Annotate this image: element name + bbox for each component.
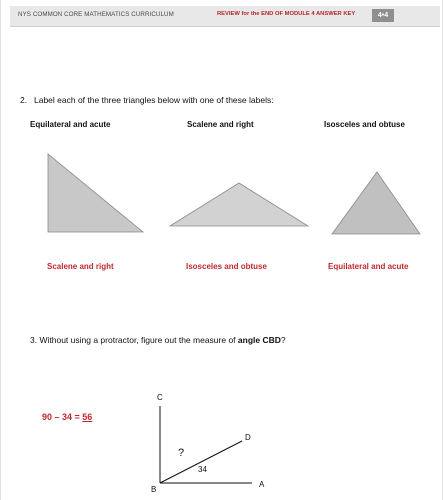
- answer-triangle-3: Equilateral and acute: [328, 262, 409, 271]
- unknown-angle-label: ?: [178, 447, 185, 459]
- point-d-label: D: [245, 433, 251, 442]
- angle-name: angle CBD: [237, 335, 281, 345]
- point-b-label: B: [151, 485, 157, 494]
- point-c-label: C: [157, 393, 163, 402]
- answer-key-title: REVIEW for the END OF MODULE 4 ANSWER KEY: [217, 11, 356, 17]
- label-option-3: Isosceles and obtuse: [324, 120, 405, 129]
- triangle-isosceles-obtuse: [170, 183, 308, 226]
- ray-bd: [160, 441, 242, 483]
- curriculum-title: NYS COMMON CORE MATHEMATICS CURRICULUM: [18, 11, 174, 18]
- calculation-expression: 90 – 34 =: [42, 412, 83, 422]
- answer-triangle-1: Scalene and right: [47, 262, 114, 271]
- question-2-number: 2.: [20, 95, 28, 105]
- triangle-scalene-right: [48, 154, 143, 232]
- label-option-1: Equilateral and acute: [30, 120, 111, 129]
- question-3-prompt: [30, 335, 286, 345]
- question-2-text: Label each of the three triangles below with one of these labels:: [34, 95, 274, 105]
- answer-triangle-2: Isosceles and obtuse: [186, 262, 267, 271]
- triangle-equilateral-acute: [332, 172, 420, 234]
- question-3-end: ?: [280, 335, 286, 345]
- question-3-text: Without using a protractor, figure out the measure of: [39, 335, 238, 345]
- label-option-2: Scalene and right: [187, 120, 254, 129]
- point-a-label: A: [259, 480, 265, 489]
- module-badge: 4•4: [372, 9, 394, 22]
- calculation-answer: 56: [82, 412, 93, 422]
- question-3-number: 3.: [30, 335, 38, 345]
- calculation: [42, 412, 92, 422]
- known-angle-label: 34: [198, 465, 207, 474]
